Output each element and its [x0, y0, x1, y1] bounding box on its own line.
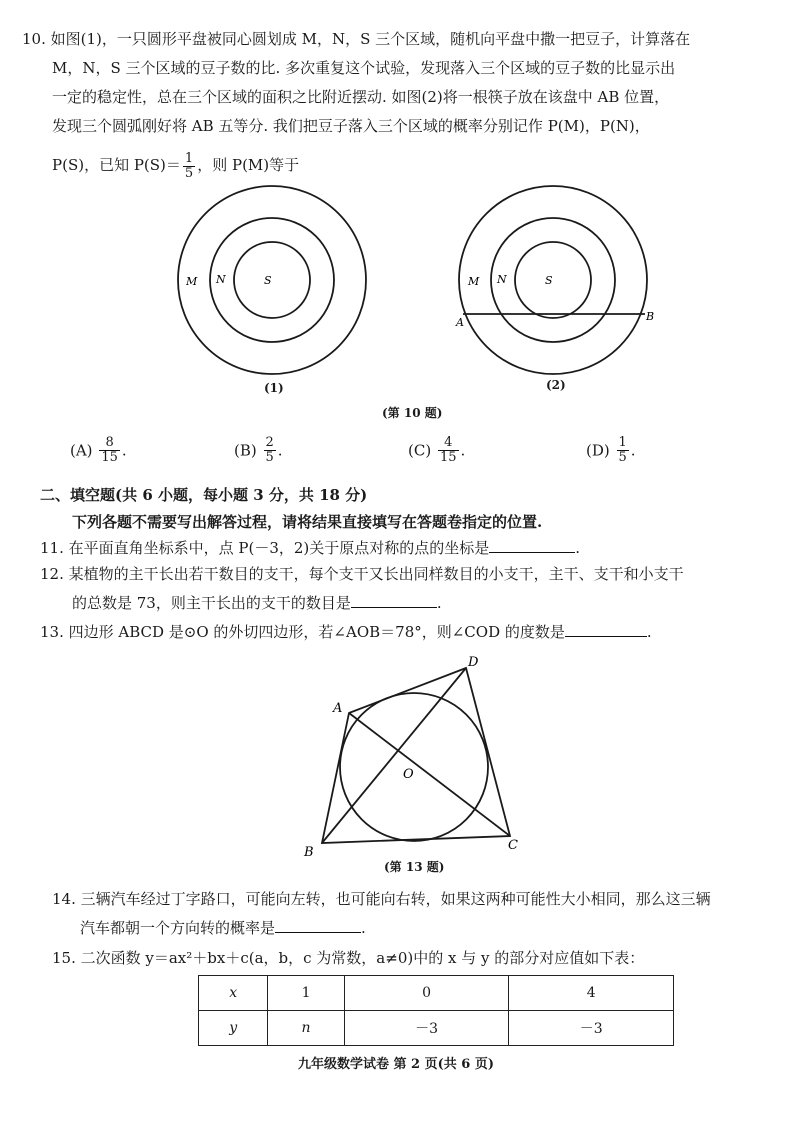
- fig13-label-A: A: [333, 701, 343, 716]
- q10-line2: M，N，S 三个区域的豆子数的比. 多次重复这个试验，发现落入三个区域的豆子数的比显示出: [52, 59, 676, 77]
- fig2-label-B: B: [646, 310, 655, 323]
- segment-AC: [349, 713, 510, 836]
- q14-answer-blank: [275, 918, 361, 933]
- table-cell: y: [199, 1011, 268, 1046]
- option-C-num: 4: [438, 436, 459, 451]
- q10-line4: 发现三个圆弧刚好将 AB 五等分. 我们把豆子落入三个区域的概率分别记作 P(M)，P(N)，: [52, 117, 650, 135]
- q13-figure-caption: (第 13 题): [384, 860, 445, 874]
- q15-values-table: [198, 975, 674, 1046]
- option-A-label: (A): [70, 441, 93, 460]
- option-C-fraction: [438, 436, 459, 465]
- table-cell: －3: [509, 1011, 674, 1046]
- option-C-den: 15: [439, 450, 457, 465]
- fig1-caption: (1): [264, 381, 284, 395]
- fig2-label-S: S: [545, 274, 553, 287]
- table-cell: x: [199, 976, 268, 1011]
- q13-answer-blank: [565, 622, 647, 637]
- option-C: (C) $\frac{4}{15}$ .: [408, 435, 466, 465]
- figure-1: [178, 186, 366, 374]
- ps-denominator: 5: [184, 165, 194, 181]
- table-cell: 0: [344, 976, 509, 1011]
- option-B-fraction: [264, 436, 276, 465]
- fig2-inner-circle: [515, 242, 591, 318]
- quadrilateral-ABCD: [322, 668, 510, 843]
- option-B: (B) $\frac{2}{5}$ .: [234, 435, 283, 465]
- fig13-label-D: D: [468, 655, 479, 670]
- option-A-fraction: [99, 436, 120, 465]
- q14-line1: 14. 三辆汽车经过丁字路口，可能向左转，也可能向右转，如果这两种可能性大小相同，那么这三辆: [52, 890, 711, 908]
- fig1-middle-circle: [210, 218, 334, 342]
- q10-line5-pre: P(S)，已知 P(S)＝: [52, 156, 181, 174]
- option-A-den: 15: [101, 450, 118, 465]
- segment-BD: [322, 668, 466, 843]
- option-B-den: 5: [265, 450, 274, 465]
- q14-line2-text: 汽车都朝一个方向转的概率是: [80, 919, 276, 937]
- q10-figure-caption: (第 10 题): [382, 406, 443, 420]
- fig2-outer-circle: [459, 186, 647, 374]
- option-A: (A) $\frac{8}{15}$ .: [70, 435, 127, 465]
- figure-13: [322, 668, 510, 843]
- option-A-num: 8: [99, 436, 120, 451]
- option-B-label: (B): [234, 441, 257, 460]
- fig1-label-N: N: [216, 273, 226, 286]
- q11-answer-blank: [489, 538, 575, 553]
- table-row-x: [199, 976, 674, 1011]
- q14-line2: 汽车都朝一个方向转的概率是 .: [80, 919, 366, 937]
- page-footer: 九年级数学试卷 第 2 页(共 6 页): [298, 1057, 495, 1072]
- section2-title: 二、填空题(共 6 小题，每小题 3 分，共 18 分): [40, 486, 368, 504]
- figure-2: [459, 186, 647, 374]
- fig1-inner-circle: [234, 242, 310, 318]
- table-cell: 4: [509, 976, 674, 1011]
- fig1-label-M: M: [186, 275, 198, 288]
- fig2-middle-circle: [491, 218, 615, 342]
- q12-line2: 的总数是 73，则主干长出的支干的数目是 .: [72, 594, 442, 612]
- fig2-label-M: M: [468, 275, 480, 288]
- fig13-label-O: O: [403, 767, 414, 782]
- ps-numerator: 1: [184, 150, 194, 166]
- q13-text: 13. 四边形 ABCD 是⊙O 的外切四边形，若∠AOB＝78°，则∠COD 的度数是: [40, 623, 565, 641]
- fig1-outer-circle: [178, 186, 366, 374]
- fig13-label-B: B: [304, 845, 314, 860]
- q12-line2-text: 的总数是 73，则主干长出的支干的数目是: [72, 594, 351, 612]
- q10-line1: 10. 如图(1)，一只圆形平盘被同心圆划成 M，N，S 三个区域，随机向平盘中撒一把豆子，计算落在: [22, 30, 691, 48]
- table-row-y: [199, 1011, 674, 1046]
- q12-line1: 12. 某植物的主干长出若干数目的支干，每个支干又长出同样数目的小支干，主干、支干和小支干: [40, 565, 684, 583]
- q11-text: 11. 在平面直角坐标系中，点 P(－3，2)关于原点对称的点的坐标是: [40, 539, 490, 557]
- fig1-label-S: S: [264, 274, 272, 287]
- q13: 13. 四边形 ABCD 是⊙O 的外切四边形，若∠AOB＝78°，则∠COD 的度数是 .: [40, 623, 652, 641]
- q10-line3: 一定的稳定性，总在三个区域的面积之比附近摆动. 如图(2)将一根筷子放在该盘中 AB 位置，: [52, 88, 670, 106]
- option-D-label: (D): [586, 441, 610, 460]
- fig2-caption: (2): [546, 378, 566, 392]
- option-D-den: 5: [618, 450, 627, 465]
- table-cell: －3: [344, 1011, 509, 1046]
- option-D: (D) $\frac{1}{5}$ .: [586, 435, 636, 465]
- inscribed-circle-O: [340, 693, 488, 841]
- table-cell: n: [268, 1011, 344, 1046]
- q10-line5-post: ，则 P(M)等于: [197, 156, 300, 174]
- fig13-label-C: C: [508, 838, 518, 853]
- q15-text: 15. 二次函数 y＝ax²＋bx＋c(a，b，c 为常数，a≠0)中的 x 与 y 的部分对应值如下表：: [52, 949, 645, 967]
- fig2-label-A: A: [456, 316, 464, 329]
- fig2-label-N: N: [497, 273, 507, 286]
- option-C-label: (C): [408, 441, 432, 460]
- q11: 11. 在平面直角坐标系中，点 P(－3，2)关于原点对称的点的坐标是 .: [40, 539, 581, 557]
- table-cell: 1: [268, 976, 344, 1011]
- option-D-fraction: [617, 436, 629, 465]
- q12-answer-blank: [351, 593, 437, 608]
- section2-instruction: 下列各题不需要写出解答过程，请将结果直接填写在答题卷指定的位置.: [72, 513, 543, 531]
- option-D-num: 1: [618, 435, 627, 450]
- option-B-num: 2: [265, 435, 274, 450]
